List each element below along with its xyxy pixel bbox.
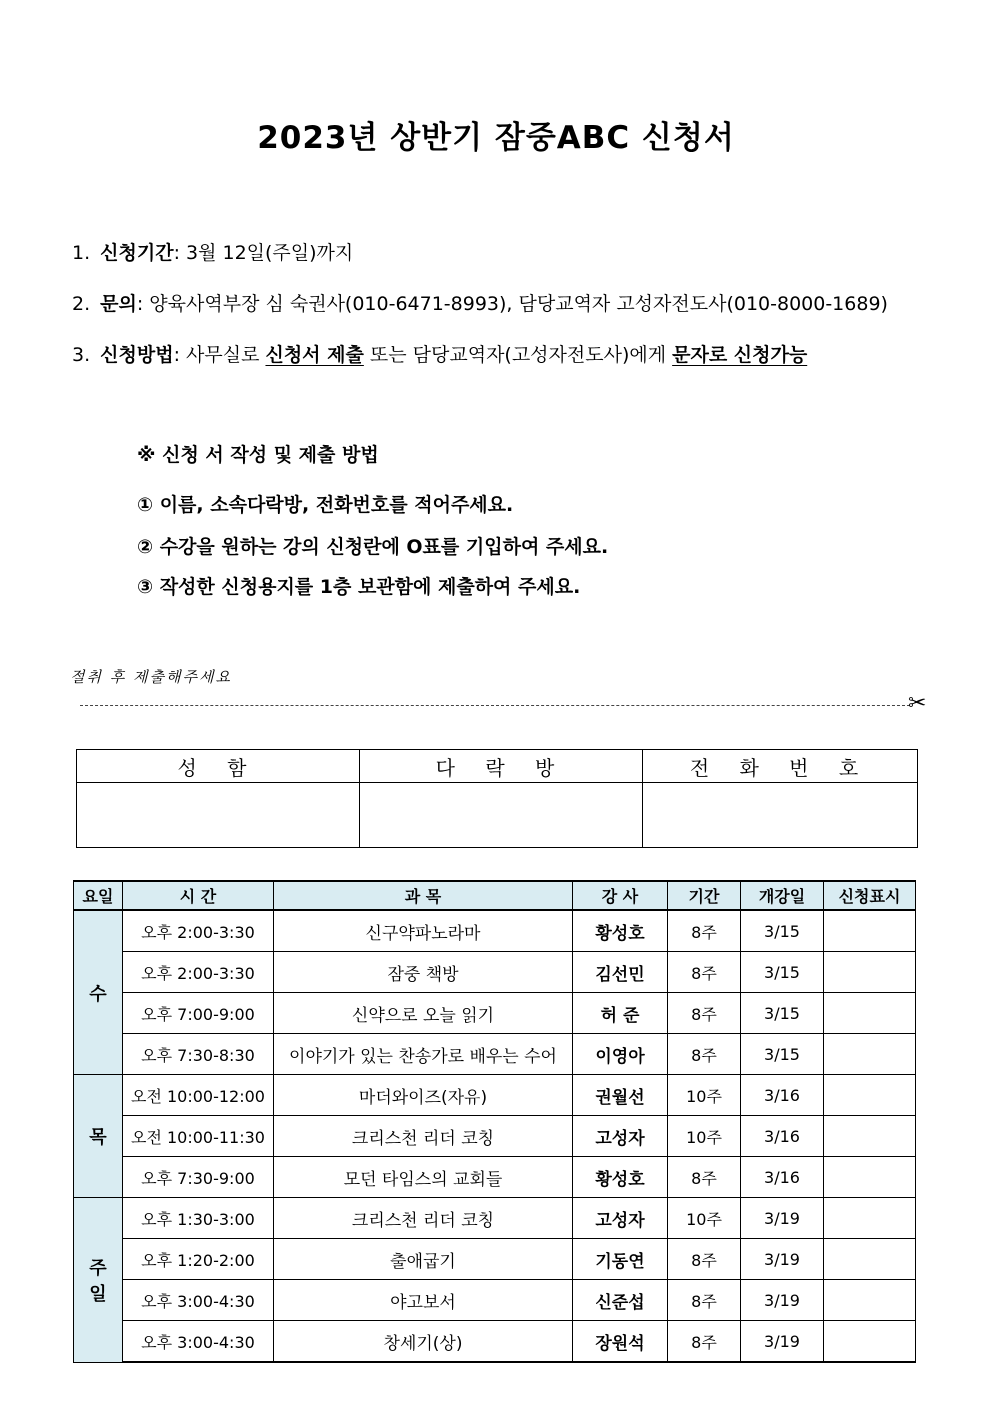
scissors-icon: ✂ [908,691,927,716]
signup-mark-cell[interactable] [824,1239,916,1280]
schedule-table [73,880,916,1363]
instructor-cell: 고성자 [573,1198,668,1239]
table-row [74,910,916,952]
course-cell: 크리스천 리더 코칭 [274,1116,573,1157]
start-date-cell: 3/16 [741,1116,824,1157]
header-course: 과 목 [274,881,573,910]
period-cell: 8주 [668,1157,741,1198]
instruction-step-3: ③ 작성한 신청용지를 1층 보관함에 제출하여 주세요. [137,576,581,598]
instructor-cell: 이영아 [573,1034,668,1075]
day-cell: 주 일 [74,1198,123,1363]
info-contact-text: : 양육사역부장 심 숙권사(010-6471-8993), 담당교역자 고성자전도사(010-8000-1689) [136,293,888,315]
info-contact-label: 문의 [100,293,137,315]
header-instructor: 강 사 [573,881,668,910]
course-cell: 크리스천 리더 코칭 [274,1198,573,1239]
name-header: 성 함 [77,750,360,783]
info-period-num: 1. [72,242,91,264]
period-cell: 8주 [668,993,741,1034]
table-row [74,1116,916,1157]
info-period-text: : 3월 12일(주일)까지 [173,242,354,264]
time-cell: 오후 7:30-9:00 [123,1157,274,1198]
signup-mark-cell[interactable] [824,993,916,1034]
day-cell: 목 [74,1075,123,1198]
signup-mark-cell[interactable] [824,1116,916,1157]
course-cell: 야고보서 [274,1280,573,1321]
instruction-step-1: ① 이름, 소속다락방, 전화번호를 적어주세요. [137,494,514,516]
name-field[interactable] [77,783,360,848]
phone-field[interactable] [643,783,918,848]
info-period [72,238,353,265]
header-signup-mark: 신청표시 [824,881,916,910]
start-date-cell: 3/15 [741,952,824,993]
signup-mark-cell[interactable] [824,952,916,993]
period-cell: 8주 [668,952,741,993]
instructor-cell: 권월선 [573,1075,668,1116]
instructor-cell: 고성자 [573,1116,668,1157]
period-cell: 10주 [668,1075,741,1116]
instructor-cell: 황성호 [573,1157,668,1198]
table-row [74,1034,916,1075]
course-cell: 신구약파노라마 [274,910,573,952]
header-day: 요일 [74,881,123,910]
instructor-cell: 황성호 [573,910,668,952]
signup-mark-cell[interactable] [824,1321,916,1363]
course-cell: 잠중 책방 [274,952,573,993]
period-cell: 8주 [668,1321,741,1363]
info-method-text1: : 사무실로 [173,344,266,366]
time-cell: 오전 10:00-11:30 [123,1116,274,1157]
phone-header: 전 화 번 호 [643,750,918,783]
cut-line [80,705,910,706]
time-cell: 오후 7:00-9:00 [123,993,274,1034]
document-title: 2023년 상반기 잠중ABC 신청서 [257,120,735,156]
info-method-label: 신청방법 [100,344,174,366]
start-date-cell: 3/19 [741,1198,824,1239]
signup-mark-cell[interactable] [824,1198,916,1239]
cell-group-field[interactable] [360,783,643,848]
start-date-cell: 3/19 [741,1239,824,1280]
table-row [74,1075,916,1116]
start-date-cell: 3/16 [741,1075,824,1116]
instruction-step-2: ② 수강을 원하는 강의 신청란에 O표를 기입하여 주세요. [137,536,609,558]
info-method-submit: 신청서 제출 [265,344,364,366]
period-cell: 10주 [668,1198,741,1239]
signup-mark-cell[interactable] [824,1034,916,1075]
signup-mark-cell[interactable] [824,1280,916,1321]
table-row [74,952,916,993]
period-cell: 8주 [668,1239,741,1280]
time-cell: 오후 1:20-2:00 [123,1239,274,1280]
instructions-heading: ※ 신청 서 작성 및 제출 방법 [137,444,379,466]
course-cell: 출애굽기 [274,1239,573,1280]
period-cell: 8주 [668,1280,741,1321]
course-cell: 신약으로 오늘 읽기 [274,993,573,1034]
start-date-cell: 3/16 [741,1157,824,1198]
table-row [74,1239,916,1280]
cell-group-header: 다 락 방 [360,750,643,783]
table-row [74,1321,916,1363]
start-date-cell: 3/15 [741,910,824,952]
header-period: 기간 [668,881,741,910]
instructor-cell: 김선민 [573,952,668,993]
cut-note: 절취 후 제출해주세요 [70,668,232,686]
header-start-date: 개강일 [741,881,824,910]
time-cell: 오후 3:00-4:30 [123,1321,274,1363]
instructor-cell: 장원석 [573,1321,668,1363]
instructor-cell: 허 준 [573,993,668,1034]
table-row [74,993,916,1034]
time-cell: 오후 2:00-3:30 [123,952,274,993]
info-method-num: 3. [72,344,91,366]
instructor-cell: 신준섭 [573,1280,668,1321]
contact-form-table [76,749,918,848]
start-date-cell: 3/19 [741,1280,824,1321]
header-time: 시 간 [123,881,274,910]
start-date-cell: 3/15 [741,993,824,1034]
signup-mark-cell[interactable] [824,1157,916,1198]
start-date-cell: 3/15 [741,1034,824,1075]
time-cell: 오전 10:00-12:00 [123,1075,274,1116]
schedule-header-row [74,881,916,910]
info-method-text-message: 문자로 신청가능 [672,344,808,366]
info-method [72,340,807,367]
day-cell: 수 [74,910,123,1075]
period-cell: 8주 [668,910,741,952]
info-contact-num: 2. [72,293,91,315]
course-cell: 마더와이즈(자유) [274,1075,573,1116]
time-cell: 오후 7:30-8:30 [123,1034,274,1075]
start-date-cell: 3/19 [741,1321,824,1363]
period-cell: 10주 [668,1116,741,1157]
table-row [74,1280,916,1321]
time-cell: 오후 3:00-4:30 [123,1280,274,1321]
signup-mark-cell[interactable] [824,910,916,952]
course-cell: 창세기(상) [274,1321,573,1363]
time-cell: 오후 2:00-3:30 [123,910,274,952]
info-contact [72,289,888,316]
table-row [74,1198,916,1239]
table-row [74,1157,916,1198]
period-cell: 8주 [668,1034,741,1075]
course-cell: 이야기가 있는 찬송가로 배우는 수어 [274,1034,573,1075]
instructor-cell: 기동연 [573,1239,668,1280]
course-cell: 모던 타임스의 교회들 [274,1157,573,1198]
info-period-label: 신청기간 [100,242,174,264]
time-cell: 오후 1:30-3:00 [123,1198,274,1239]
info-method-text2: 또는 담당교역자(고성자전도사)에게 [363,344,673,366]
signup-mark-cell[interactable] [824,1075,916,1116]
